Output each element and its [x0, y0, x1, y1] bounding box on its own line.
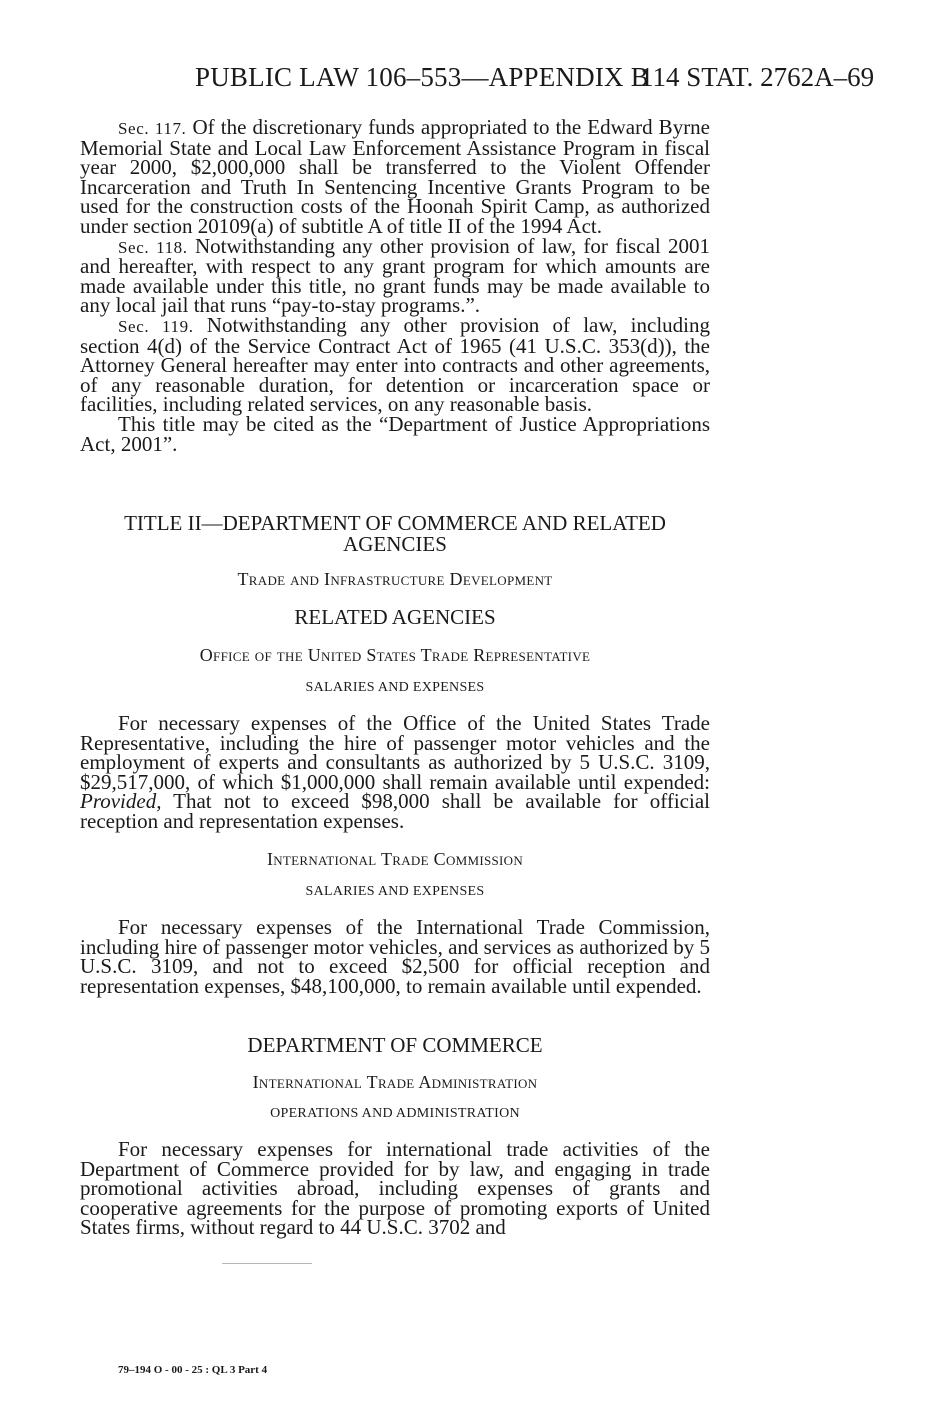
- section-text: Notwithstanding any other provision of law, for fiscal 2001 and hereafter, with respect to any grant program for which amounts are made available under this title, no grant funds may be made available to any local jail that runs “pay-to-stay programs.”.: [80, 233, 710, 318]
- section-label: Sec. 118.: [118, 237, 188, 257]
- ustr-appropriation: [80, 711, 710, 833]
- heading-trade-infrastructure: Trade and Infrastructure Development: [237, 569, 553, 589]
- heading-itc: International Trade Commission: [266, 849, 524, 869]
- heading-salaries-expenses-ustr: SALARIES AND EXPENSES: [305, 680, 485, 695]
- title-heading-line-1: TITLE II—DEPARTMENT OF COMMERCE AND RELATED: [124, 511, 666, 535]
- proviso-italic: Provided,: [80, 789, 162, 814]
- ustr-text-pre: For necessary expenses of the Office of the United States Trade Representative, including the hire of passenger motor vehicles and the employment of experts and consultants as authorized by 5 U.S.C. 3109, $29,517,000, of which $1,000,000 shall remain available until expended:: [80, 711, 710, 794]
- section-label: Sec. 117.: [118, 119, 187, 138]
- section-text: Of the discretionary funds appropriated to the Edward Byrne Memorial State and Local Law Enforcement Assistance Program in fiscal year 2000, $2,000,000 shall be transferred to the Violent Offender Incarceration and Truth In Sentencing Incentive Grants Program to be used for the construction costs of the Hoonah Spirit Camp, as authorized under section 20109(a) of subtitle A of title II of the 1994 Act.: [80, 115, 711, 238]
- footer-print-code: 79–194 O - 00 - 25 : QL 3 Part 4: [118, 1364, 268, 1376]
- title-ii-heading: [80, 513, 710, 555]
- section-text: Notwithstanding any other provision of law, including section 4(d) of the Service Contract Act of 1965 (41 U.S.C. 353(d)), the Attorney General hereafter may enter into contracts and other agreements, of any reasonable duration, for detention or incarceration space or facilities, including related services, on any reasonable basis.: [80, 312, 710, 417]
- footer-rule: [222, 1263, 312, 1264]
- itc-appropriation: [80, 915, 710, 998]
- section-label: Sec. 119.: [118, 316, 194, 336]
- section-118: [80, 233, 710, 318]
- doj-general-provisions: [80, 115, 711, 456]
- running-head-title: PUBLIC LAW 106–553—APPENDIX B: [195, 62, 649, 92]
- ustr-text-post: That not to exceed $98,000 shall be available for official reception and representation expenses.: [80, 789, 710, 833]
- heading-salaries-expenses-itc: SALARIES AND EXPENSES: [305, 884, 485, 899]
- itc-paragraph: For necessary expenses of the International Trade Commission, including hire of passenger motor vehicles, and services as authorized by 5 U.S.C. 3109, and not to exceed $2,500 for official reception and representation expenses, $48,100,000, to remain available until expended.: [80, 915, 710, 998]
- short-title-citation: This title may be cited as the “Department of Justice Appropriations Act, 2001”.: [80, 411, 710, 456]
- heading-ita: International Trade Administration: [252, 1072, 538, 1092]
- title-heading-line-2: AGENCIES: [343, 532, 447, 556]
- ita-appropriation: [80, 1137, 710, 1240]
- heading-ustr-office: Office of the United States Trade Representative: [199, 645, 591, 665]
- section-119: [80, 312, 710, 417]
- heading-operations-administration: OPERATIONS AND ADMINISTRATION: [270, 1106, 520, 1121]
- ustr-paragraph: [80, 711, 710, 833]
- section-117: [80, 115, 711, 238]
- heading-department-of-commerce: DEPARTMENT OF COMMERCE: [247, 1033, 543, 1057]
- running-head-stat-citation: 114 STAT. 2762A–69: [640, 62, 875, 92]
- heading-related-agencies: RELATED AGENCIES: [294, 605, 496, 629]
- ita-paragraph: For necessary expenses for international trade activities of the Department of Commerce provided for by law, and engaging in trade promotional activities abroad, including expenses of grants and cooperative agreements for the purpose of promoting exports of United States firms, without regard to 44 U.S.C. 3702 and: [80, 1137, 710, 1240]
